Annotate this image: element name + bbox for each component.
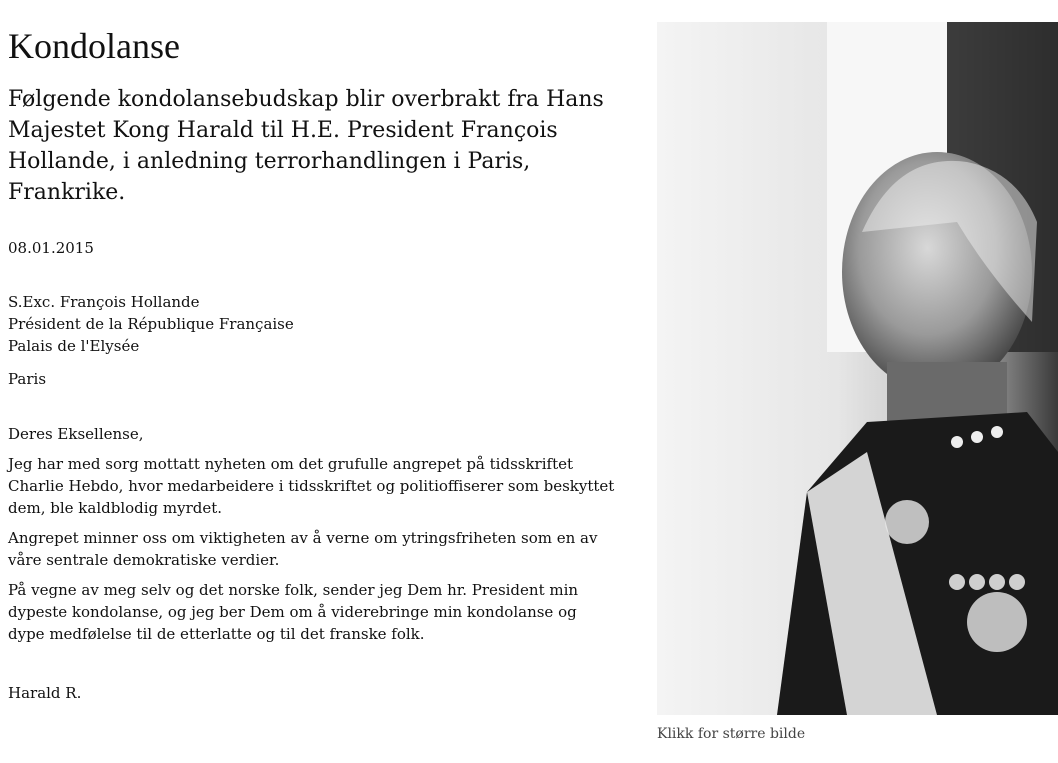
- letter-paragraph: Jeg har med sorg mottatt nyheten om det grufulle angrepet på tidsskriftet Charlie Hebdo, hvor medarbeidere i tidsskriftet og politioffiserer som beskyttet dem, ble kaldblodig myrdet.: [8, 455, 615, 517]
- letter-paragraph: Angrepet minner oss om viktigheten av å verne om ytringsfriheten som en av våre sentrale demokratiske verdier.: [8, 529, 598, 569]
- salutation: Deres Eksellense,: [8, 425, 144, 443]
- address-line-2: Président de la République Française: [8, 315, 294, 333]
- letter-paragraph: På vegne av meg selv og det norske folk, sender jeg Dem hr. President min dypeste kondolanse, og jeg ber Dem om å viderebringe min kondolanse og dype medfølelse til de etterlatte og til det franske folk.: [8, 581, 579, 643]
- photo-caption-link[interactable]: Klikk for større bilde: [657, 726, 806, 742]
- recipient-address: [8, 291, 638, 390]
- page-title: Kondolanse: [8, 26, 180, 66]
- article-lead: Følgende kondolansebudskap blir overbrakt fra Hans Majestet Kong Harald til H.E. President François Hollande, i anledning terrorhandlingen i Paris, Frankrike.: [8, 87, 604, 205]
- portrait-photo[interactable]: [657, 22, 1058, 715]
- photo-figure: [657, 22, 1058, 743]
- signature: Harald R.: [8, 684, 82, 702]
- address-line-3: Palais de l'Elysée: [8, 337, 140, 355]
- address-line-1: S.Exc. François Hollande: [8, 293, 200, 311]
- address-city: Paris: [8, 370, 47, 388]
- article-date: 08.01.2015: [8, 239, 94, 257]
- article: [8, 0, 638, 704]
